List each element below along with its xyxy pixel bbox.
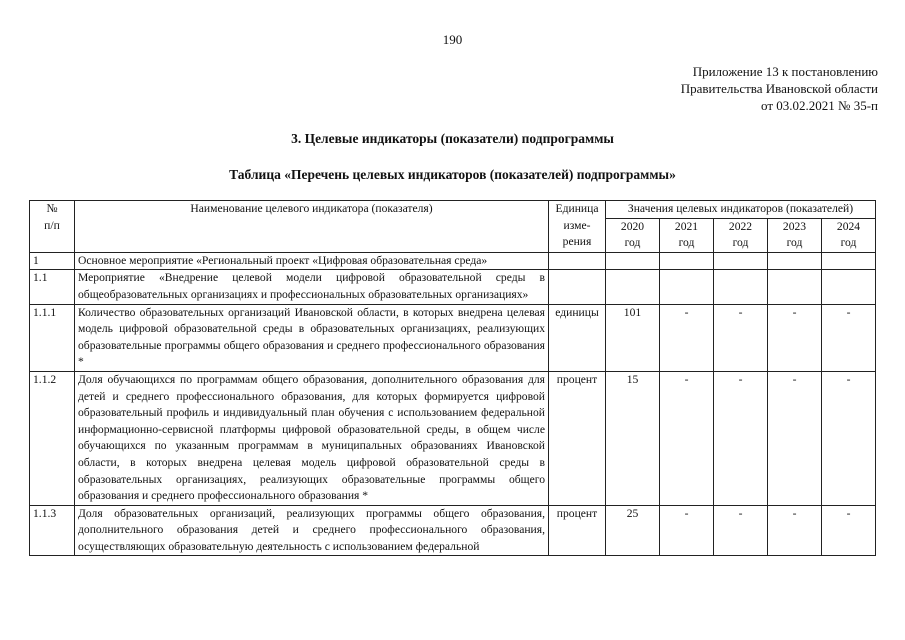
- header-year-2022: [714, 218, 768, 252]
- row-value-2024: [822, 252, 876, 270]
- header-name: Наименование целевого индикатора (показателя): [75, 201, 549, 253]
- header-year-value: 2024: [836, 219, 861, 233]
- row-num: 1.1: [30, 270, 75, 304]
- row-unit: [549, 252, 606, 270]
- appendix-reference: [681, 63, 878, 114]
- row-value-2021: [660, 252, 714, 270]
- header-unit-line-1: Единица: [555, 202, 599, 215]
- header-unit-line-3: рения: [562, 235, 592, 249]
- row-value-2020: 101: [606, 304, 660, 371]
- row-value-2022: [714, 252, 768, 270]
- table-row: [30, 304, 876, 371]
- row-num: 1.1.2: [30, 371, 75, 505]
- header-row-1: [30, 201, 876, 219]
- row-value-2020: 15: [606, 371, 660, 505]
- row-name: Мероприятие «Внедрение целевой модели цифровой образовательной среды в общеобразовательных организациях и профессиональных образовательных организациях»: [75, 270, 549, 304]
- table-row: [30, 371, 876, 505]
- header-year-suffix: год: [732, 236, 749, 250]
- row-value-2021: [660, 270, 714, 304]
- row-name: Основное мероприятие «Региональный проект «Цифровая образовательная среда»: [75, 252, 549, 270]
- row-value-2020: [606, 252, 660, 270]
- row-value-2021: -: [660, 505, 714, 556]
- header-year-value: 2021: [674, 219, 699, 233]
- row-value-2024: [822, 270, 876, 304]
- header-year-value: 2022: [728, 219, 753, 233]
- header-num: [30, 201, 75, 253]
- header-year-2020: [606, 218, 660, 252]
- row-value-2020: [606, 270, 660, 304]
- table-row: [30, 505, 876, 556]
- header-values-group: Значения целевых индикаторов (показателей): [606, 201, 876, 219]
- header-year-suffix: год: [678, 236, 695, 250]
- header-year-suffix: год: [840, 236, 857, 250]
- row-value-2023: -: [768, 304, 822, 371]
- section-title: 3. Целевые индикаторы (показатели) подпрограммы: [291, 131, 614, 146]
- row-unit: процент: [549, 505, 606, 556]
- table-title: Таблица «Перечень целевых индикаторов (показателей) подпрограммы»: [229, 167, 676, 182]
- appendix-line-1: Приложение 13 к постановлению: [692, 64, 878, 79]
- header-year-value: 2020: [620, 219, 645, 233]
- row-value-2022: -: [714, 304, 768, 371]
- row-num: 1.1.1: [30, 304, 75, 371]
- header-year-suffix: год: [786, 236, 803, 250]
- row-unit: [549, 270, 606, 304]
- header-unit-line-2: изме-: [563, 218, 591, 232]
- row-value-2022: -: [714, 505, 768, 556]
- row-value-2024: -: [822, 304, 876, 371]
- row-value-2021: -: [660, 304, 714, 371]
- appendix-line-2: Правительства Ивановской области: [680, 81, 878, 96]
- row-num: 1.1.3: [30, 505, 75, 556]
- row-value-2023: -: [768, 505, 822, 556]
- row-name: Количество образовательных организаций Ивановской области, в которых внедрена целевая модель цифровой образовательной среды в образовательных организациях, реализующих образовательные программы общего образования и среднего профессионального образования *: [75, 304, 549, 371]
- row-value-2024: -: [822, 371, 876, 505]
- row-unit: единицы: [549, 304, 606, 371]
- row-value-2024: -: [822, 505, 876, 556]
- indicators-table: [29, 200, 876, 556]
- header-year-2021: [660, 218, 714, 252]
- header-num-line-1: №: [46, 202, 58, 215]
- table-row: [30, 270, 876, 304]
- row-name: Доля образовательных организаций, реализующих программы общего образования, дополнительного образования детей и среднего профессионального образования, осуществляющих образовательную деятельность с использованием федеральной: [75, 505, 549, 556]
- header-unit: [549, 201, 606, 253]
- header-year-value: 2023: [782, 219, 807, 233]
- header-year-suffix: год: [624, 236, 641, 250]
- header-num-line-2: п/п: [44, 218, 60, 232]
- header-year-2024: [822, 218, 876, 252]
- row-value-2023: -: [768, 371, 822, 505]
- table-row: [30, 252, 876, 270]
- row-value-2021: -: [660, 371, 714, 505]
- row-value-2023: [768, 252, 822, 270]
- row-value-2022: [714, 270, 768, 304]
- appendix-line-3: от 03.02.2021 № 35-п: [761, 98, 878, 113]
- row-value-2022: -: [714, 371, 768, 505]
- row-name: Доля обучающихся по программам общего образования, дополнительного образования для детей и среднего профессионального образования, для которых формируется цифровой образовательный профиль и индивидуальный план обучения с использованием федеральной информационно-сервисной платформы цифровой образовательной среды, в общем числе обучающихся по указанным программам в муниципальных образованиях Ивановской области, в которых внедрена целевая модель цифровой образовательной среды в образовательных организациях, реализующих образовательные программы общего образования и среднего профессионального образования *: [75, 371, 549, 505]
- row-num: 1: [30, 252, 75, 270]
- row-value-2023: [768, 270, 822, 304]
- header-year-2023: [768, 218, 822, 252]
- page-number: 190: [442, 32, 463, 47]
- row-value-2020: 25: [606, 505, 660, 556]
- row-unit: процент: [549, 371, 606, 505]
